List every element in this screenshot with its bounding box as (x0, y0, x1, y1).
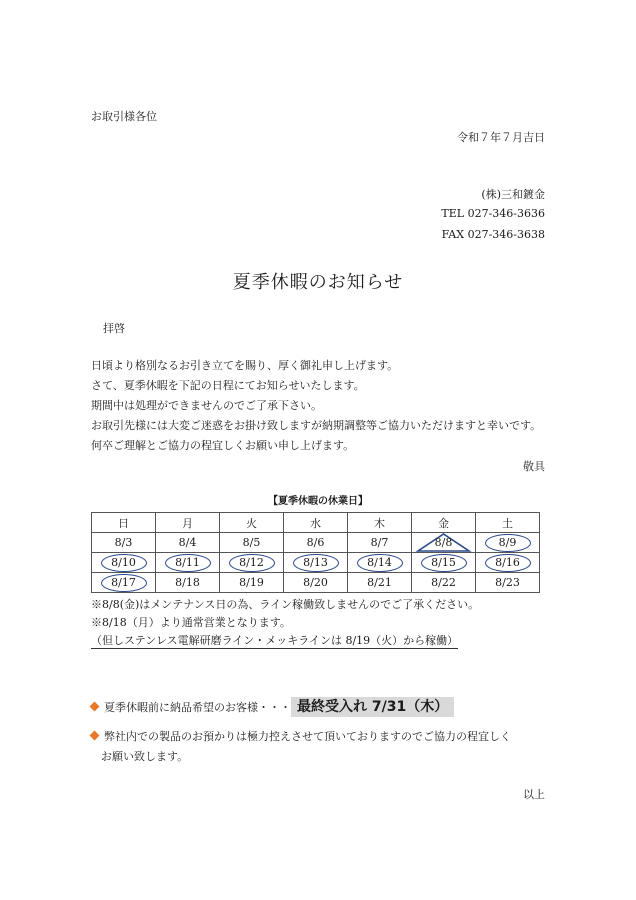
sender-fax: FAX 027-346-3638 (441, 228, 545, 241)
calendar-day-cell (92, 533, 156, 553)
body-text (91, 356, 541, 456)
body-line: 日頃より格別なるお引き立てを賜り、厚く御礼申し上げます。 (91, 359, 399, 372)
calendar-date: 8/19 (239, 576, 264, 589)
body-line: さて、夏季休暇を下記の日程にてお知らせいたします。 (91, 379, 365, 392)
weekday-header: 日 (92, 513, 156, 533)
bullet-storage (91, 727, 511, 767)
greeting: 拝啓 (103, 322, 125, 335)
bullet-deadline-prefix: 夏季休暇前に納品希望のお客様・・・ (104, 701, 291, 714)
weekday-header: 水 (284, 513, 348, 533)
weekday-header: 金 (412, 513, 476, 533)
calendar-day-cell (412, 573, 476, 593)
calendar-date: 8/20 (303, 576, 328, 589)
calendar-date: 8/10 (111, 556, 136, 569)
bullet-storage-line1: 弊社内での製品のお預かりは極力控えさせて頂いておりますのでご協力の程宜しく (104, 730, 511, 743)
calendar-day-cell (284, 573, 348, 593)
calendar-date: 8/3 (114, 536, 133, 549)
calendar-date: 8/11 (175, 556, 200, 569)
diamond-bullet-icon (90, 702, 100, 712)
weekday-header: 木 (348, 513, 412, 533)
weekday-header: 土 (476, 513, 540, 533)
calendar-date: 8/8 (434, 536, 453, 549)
calendar-day-cell (220, 573, 284, 593)
calendar-date: 8/16 (495, 556, 520, 569)
calendar-date: 8/14 (367, 556, 392, 569)
calendar-day-cell (412, 533, 476, 553)
calendar-date: 8/23 (495, 576, 520, 589)
calendar-day-cell (476, 533, 540, 553)
deadline-highlight: 最終受入れ 7/31（木） (291, 697, 454, 717)
calendar-day-cell (348, 573, 412, 593)
calendar-header-row (92, 513, 540, 533)
body-line: 何卒ご理解とご協力の程宜しくお願い申し上げます。 (91, 439, 355, 452)
calendar-date: 8/5 (242, 536, 261, 549)
calendar-date: 8/13 (303, 556, 328, 569)
calendar-date: 8/7 (370, 536, 389, 549)
calendar-day-cell (220, 553, 284, 573)
calendar-date: 8/21 (367, 576, 392, 589)
calendar-day-cell (476, 573, 540, 593)
calendar-day-cell (348, 553, 412, 573)
calendar-day-cell (476, 553, 540, 573)
calendar-week-row (92, 533, 540, 553)
calendar-day-cell (412, 553, 476, 573)
end-mark: 以上 (523, 788, 545, 801)
calendar-date: 8/9 (498, 536, 517, 549)
calendar-caption: 【夏季休暇の休業日】 (268, 496, 368, 507)
calendar-date: 8/6 (306, 536, 325, 549)
calendar-date: 8/15 (431, 556, 456, 569)
note-exception (91, 632, 458, 648)
calendar-week-row (92, 573, 540, 593)
body-line: 期間中は処理ができませんのでご了承下さい。 (91, 399, 322, 412)
calendar-day-cell (220, 533, 284, 553)
body-line: お取引先様には大変ご迷惑をお掛け致しますが納期調整等ご協力いただけますと幸いです。 (91, 419, 542, 432)
page-title: 夏季休暇のお知らせ (232, 272, 404, 293)
calendar-day-cell (284, 533, 348, 553)
calendar-day-cell (348, 533, 412, 553)
bullet-storage-line2: お願い致します。 (101, 750, 189, 763)
calendar-date: 8/22 (431, 576, 456, 589)
weekday-header: 火 (220, 513, 284, 533)
sender-company: (株)三和鍍金 (481, 188, 545, 201)
calendar-date: 8/4 (178, 536, 197, 549)
date: 令和７年７月吉日 (457, 131, 545, 144)
calendar-date: 8/18 (175, 576, 200, 589)
bullet-deadline (91, 696, 454, 716)
calendar-day-cell (92, 553, 156, 573)
weekday-header: 月 (156, 513, 220, 533)
addressee: お取引様各位 (91, 110, 157, 123)
holiday-calendar (91, 512, 540, 593)
calendar-day-cell (92, 573, 156, 593)
sender-tel: TEL 027-346-3636 (441, 207, 545, 220)
calendar-day-cell (156, 533, 220, 553)
closing: 敬具 (523, 460, 545, 473)
note-resume: ※8/18（月）より通常営業となります。 (91, 616, 291, 629)
calendar-date: 8/12 (239, 556, 264, 569)
calendar-day-cell (156, 553, 220, 573)
calendar-day-cell (156, 573, 220, 593)
calendar-day-cell (284, 553, 348, 573)
note-maintenance: ※8/8(金)はメンテナンス日の為、ライン稼働致しませんのでご了承ください。 (91, 598, 480, 611)
calendar-week-row (92, 553, 540, 573)
note-exception-text: （但しステンレス電解研磨ライン・メッキラインは 8/19（火）から稼働） (91, 634, 459, 647)
diamond-bullet-icon (90, 731, 100, 741)
calendar-date: 8/17 (111, 576, 136, 589)
